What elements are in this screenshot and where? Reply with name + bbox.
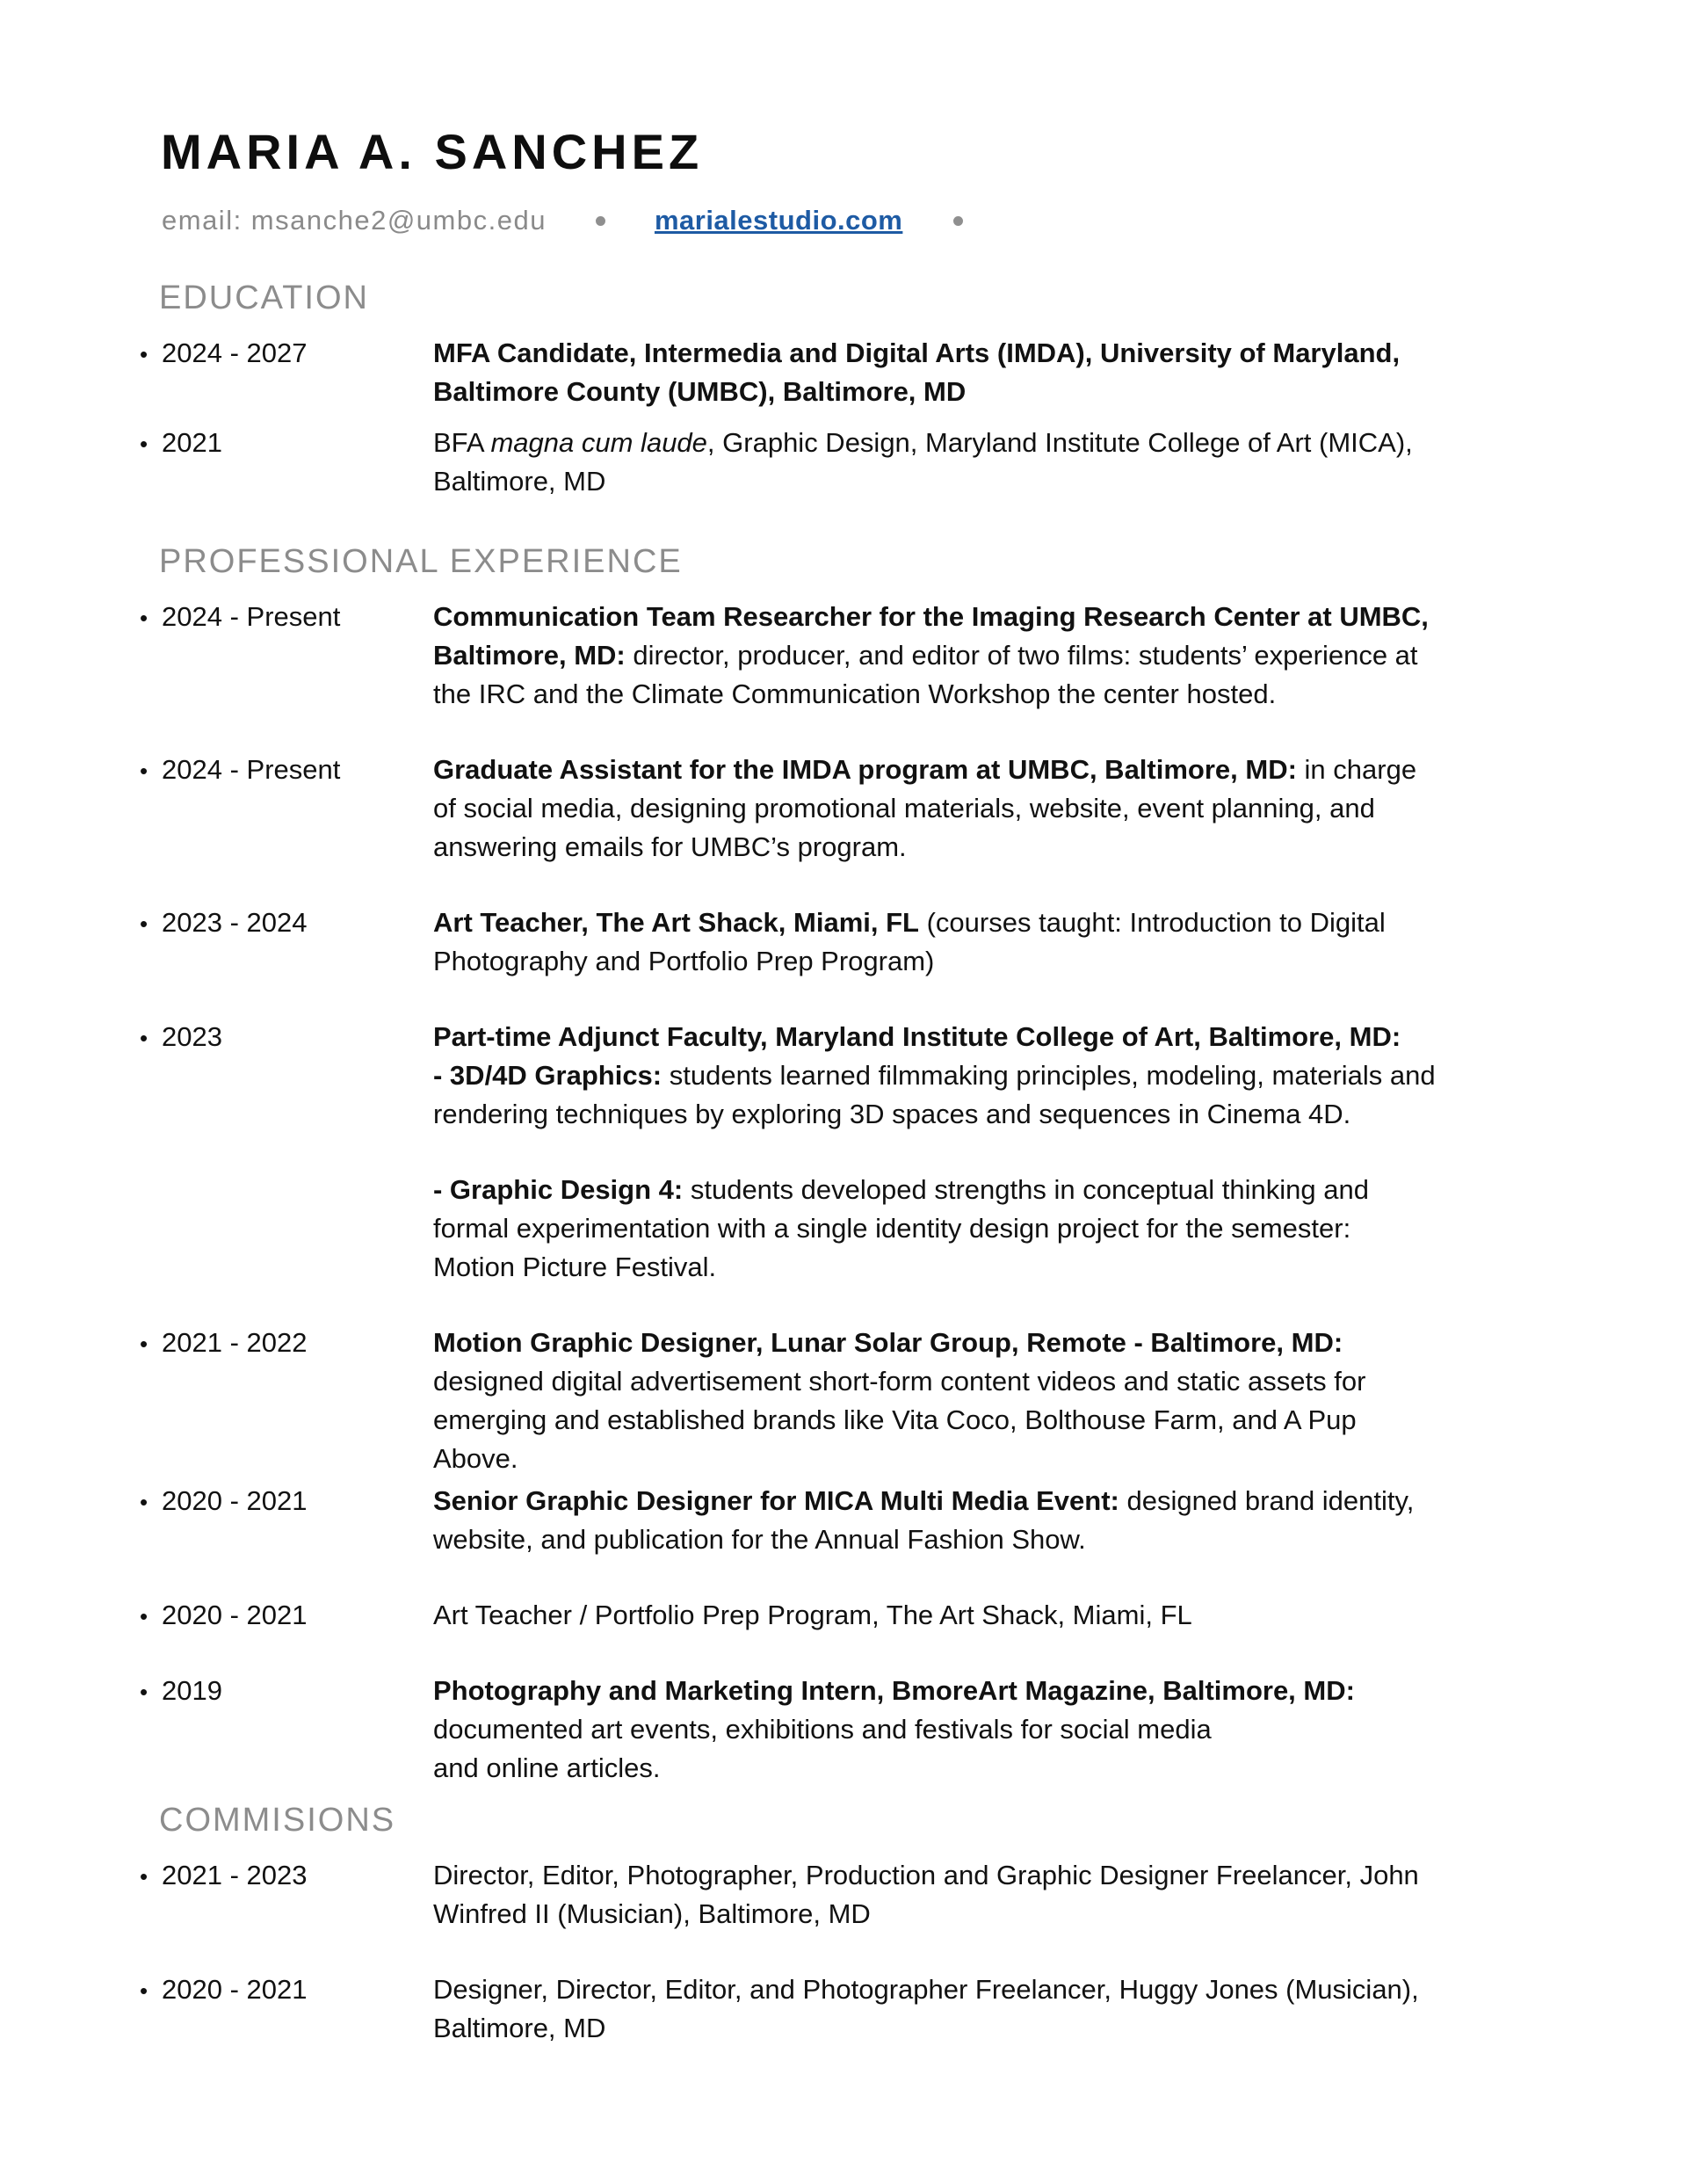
entry-description: Art Teacher, The Art Shack, Miami, FL (courses taught: Introduction to Digital Photography and Portfolio Prep Program) — [433, 907, 1386, 976]
bullet-icon: • — [140, 758, 148, 784]
entry-date: 2020 - 2021 — [162, 1485, 308, 1516]
website-link[interactable]: marialestudio.com — [654, 205, 903, 236]
entry-date: 2023 — [162, 1021, 222, 1052]
bullet-icon: • — [140, 1331, 148, 1357]
entry-description: Part-time Adjunct Faculty, Maryland Institute College of Art, Baltimore, MD: - 3D/4D Graphics: students learned filmmaking principles, modeling, materials and rendering techniques by exploring 3D spaces and sequences in Cinema 4D. - Graphic Design 4: students developed strengths in conceptual thinking and formal experimentation with a single identity design project for the semester: Motion Picture Festival. — [433, 1021, 1436, 1282]
entry-description: MFA Candidate, Intermedia and Digital Arts (IMDA), University of Maryland, Baltimore County (UMBC), Baltimore, MD — [433, 337, 1401, 407]
entry-date: 2021 - 2023 — [162, 1860, 308, 1890]
entry-description: Motion Graphic Designer, Lunar Solar Group, Remote - Baltimore, MD: designed digital advertisement short-form content videos and static assets for emerging and established brands like Vita Coco, Bolthouse Farm, and A Pup Above. — [433, 1327, 1366, 1474]
entry-date: 2024 - Present — [162, 601, 341, 632]
contact-line — [162, 203, 963, 238]
entry-date: 2020 - 2021 — [162, 1600, 308, 1630]
entry-description: Designer, Director, Editor, and Photographer Freelancer, Huggy Jones (Musician), Baltimore, MD — [433, 1974, 1419, 2043]
entry-date: 2021 — [162, 427, 222, 458]
bullet-icon: • — [140, 1863, 148, 1890]
entry-date: 2021 - 2022 — [162, 1327, 308, 1358]
email-text: email: msanche2@umbc.edu — [162, 205, 547, 236]
bullet-icon: • — [140, 605, 148, 631]
bullet-icon: • — [140, 1025, 148, 1051]
bullet-icon: • — [140, 431, 148, 457]
entry-date: 2024 - 2027 — [162, 337, 308, 368]
bullet-icon: • — [140, 341, 148, 367]
entry-description: Photography and Marketing Intern, BmoreArt Magazine, Baltimore, MD: documented art events, exhibitions and festivals for social media and online articles. — [433, 1675, 1355, 1783]
entry-date: 2023 - 2024 — [162, 907, 308, 938]
entry-description: Senior Graphic Designer for MICA Multi Media Event: designed brand identity, website, and publication for the Annual Fashion Show. — [433, 1485, 1415, 1555]
separator-dot-icon — [596, 216, 605, 226]
entry-description: Art Teacher / Portfolio Prep Program, The Art Shack, Miami, FL — [433, 1600, 1192, 1630]
entry-description: BFA magna cum laude, Graphic Design, Maryland Institute College of Art (MICA), Baltimore, MD — [433, 427, 1413, 497]
bullet-icon: • — [140, 1603, 148, 1629]
section-title-experience: PROFESSIONAL EXPERIENCE — [159, 543, 683, 580]
entry-description: Graduate Assistant for the IMDA program at UMBC, Baltimore, MD: in charge of social media, designing promotional materials, website, event planning, and answering emails for UMBC’s program. — [433, 754, 1417, 862]
section-title-commissions: COMMISIONS — [159, 1802, 396, 1839]
bullet-icon: • — [140, 1489, 148, 1515]
bullet-icon: • — [140, 1679, 148, 1705]
entry-date: 2019 — [162, 1675, 222, 1706]
bullet-icon: • — [140, 911, 148, 937]
entry-date: 2024 - Present — [162, 754, 341, 785]
bullet-icon: • — [140, 1977, 148, 2004]
entry-description: Director, Editor, Photographer, Production and Graphic Designer Freelancer, John Winfred II (Musician), Baltimore, MD — [433, 1860, 1419, 1929]
entry-description: Communication Team Researcher for the Imaging Research Center at UMBC, Baltimore, MD: director, producer, and editor of two films: students’ experience at the IRC and the Climate Communication Workshop the center hosted. — [433, 601, 1429, 709]
resume-name: MARIA A. SANCHEZ — [161, 124, 704, 179]
entry-date: 2020 - 2021 — [162, 1974, 308, 2005]
section-title-education: EDUCATION — [159, 279, 369, 316]
separator-dot-icon — [953, 216, 963, 226]
